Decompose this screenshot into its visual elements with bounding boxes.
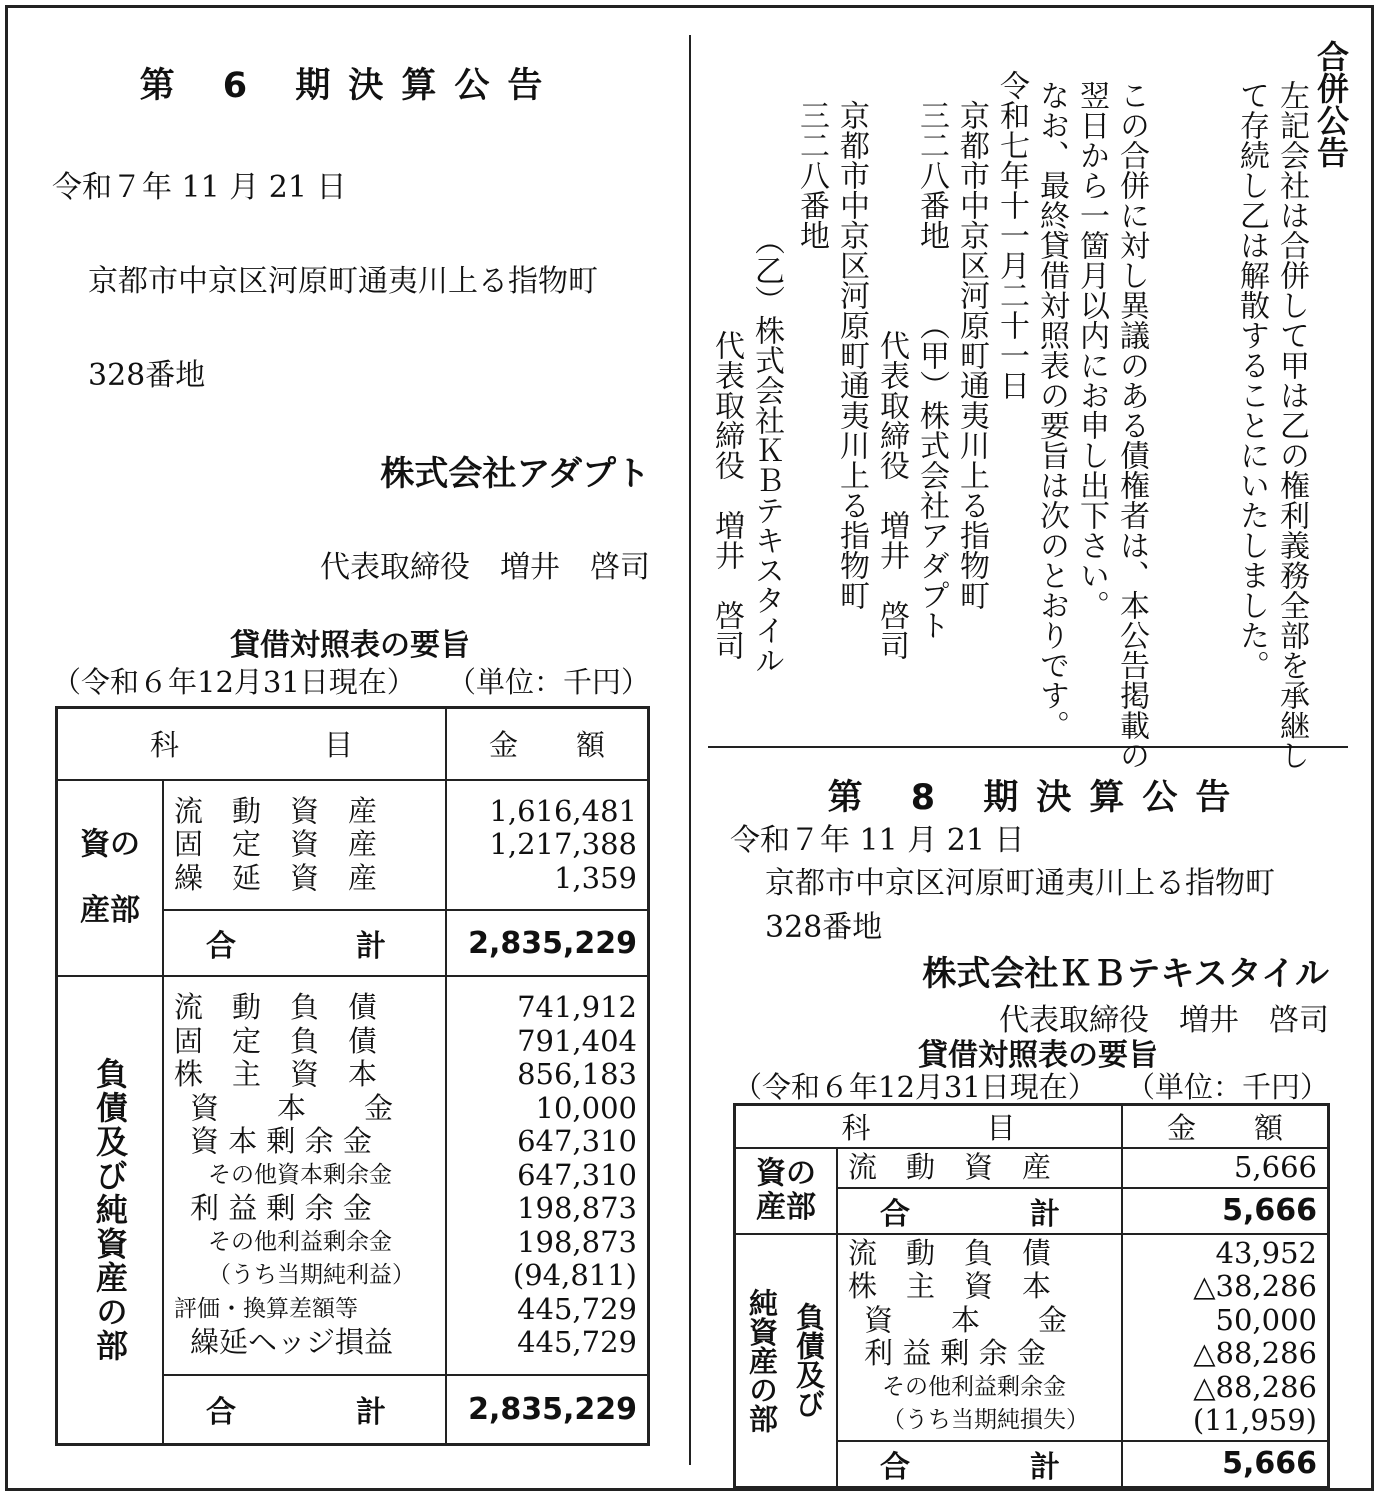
table-row: 固 定 資 産 <box>174 827 378 861</box>
table-row: その他利益剰余金 <box>882 1373 1066 1400</box>
left-address-line1: 京都市中京区河原町通夷川上る指物町 <box>88 264 598 299</box>
left-liab-section <box>57 976 164 1445</box>
table-cell: 856,183 <box>517 1057 637 1091</box>
left-bs-title: 貸借対照表の要旨 <box>230 628 470 663</box>
left-assets-values <box>446 780 649 911</box>
right-assets-section-line1: 資の <box>756 1155 816 1191</box>
right-liab-total: 5,666 <box>1122 1441 1329 1488</box>
table-row: （うち当期純損失） <box>882 1407 1089 1433</box>
table-row: 利 益 剰 余 金 <box>190 1191 372 1225</box>
left-col-item-header: 科 目 <box>57 708 447 780</box>
right-liab-col1: 負債及び <box>792 1302 826 1418</box>
right-assets-total: 5,666 <box>1122 1188 1329 1234</box>
right-liab-col2: 純資産の部 <box>745 1287 779 1433</box>
table-cell: 198,873 <box>517 1191 637 1225</box>
table-cell: 741,912 <box>517 990 637 1024</box>
left-company: 株式会社アダプト <box>380 454 650 494</box>
table-row: （うち当期純利益） <box>208 1262 415 1288</box>
left-bs-unit: （単位：千円） <box>446 665 650 699</box>
merger-b-address2: 三二八番地 <box>794 100 829 250</box>
right-liab-values <box>1122 1234 1329 1441</box>
right-balance-sheet <box>733 1103 1330 1489</box>
merger-a-address2: 三二八番地 <box>914 100 949 250</box>
merger-b-company: （乙）株式会社ＫＢテキスタイル <box>749 225 784 675</box>
table-cell: (94,811) <box>512 1258 637 1292</box>
left-representative: 代表取締役 増井 啓司 <box>320 550 650 585</box>
merger-body2: この合併に対し異議のある債権者は、本公告掲載の翌日から一箇月以内にお申し出下さい。 <box>1074 80 1149 770</box>
table-row: その他利益剰余金 <box>208 1228 392 1255</box>
left-liab-total: 2,835,229 <box>446 1375 649 1445</box>
merger-a-company: （甲）株式会社アダプト <box>914 310 949 640</box>
right-liab-total-label: 合 計 <box>837 1441 1122 1488</box>
left-liab-values <box>446 976 649 1375</box>
right-bs-unit: （単位：千円） <box>1125 1070 1329 1104</box>
table-row: 固 定 負 債 <box>174 1023 378 1058</box>
table-cell: 445,729 <box>517 1291 637 1326</box>
table-row: 流 動 負 債 <box>848 1235 1052 1270</box>
merger-body3: なお、最終貸借対照表の要旨は次のとおりです。 <box>1034 80 1069 740</box>
right-company: 株式会社ＫＢテキスタイル <box>922 954 1329 994</box>
table-cell: 647,310 <box>517 1124 637 1158</box>
merger-date: 令和七年十一月二十一日 <box>994 70 1029 400</box>
right-address-line2: 328番地 <box>765 910 883 945</box>
table-cell: △88,286 <box>1193 1336 1317 1370</box>
left-date: 令和７年 11 月 21 日 <box>52 170 347 205</box>
right-representative: 代表取締役 増井 啓司 <box>999 1003 1329 1038</box>
table-row: 利 益 剰 余 金 <box>864 1336 1046 1370</box>
left-liab-items <box>163 976 446 1375</box>
table-cell: 43,952 <box>1215 1235 1317 1270</box>
right-col-item-header: 科 目 <box>735 1105 1123 1149</box>
left-col-amount-header: 金 額 <box>446 708 649 780</box>
table-cell: 198,873 <box>517 1224 637 1259</box>
right-assets-values <box>1122 1148 1329 1188</box>
left-liab-total-label: 合 計 <box>163 1375 446 1445</box>
table-row: 評価・換算差額等 <box>174 1295 358 1322</box>
table-cell: 10,000 <box>535 1090 637 1125</box>
table-row: 株 主 資 本 <box>848 1269 1052 1303</box>
table-row: 資 本 金 <box>190 1090 394 1125</box>
table-cell: 5,666 <box>1233 1150 1317 1184</box>
merger-b-rep: 代表取締役 増井 啓司 <box>709 330 744 660</box>
left-address-line2: 328番地 <box>88 358 206 393</box>
right-address-line1: 京都市中京区河原町通夷川上る指物町 <box>765 866 1275 901</box>
left-assets-section-line2: 産部 <box>80 892 140 928</box>
table-cell: (11,959) <box>1192 1403 1317 1437</box>
right-bs-title: 貸借対照表の要旨 <box>918 1038 1158 1073</box>
merger-a-address1: 京都市中京区河原町通夷川上る指物町 <box>954 100 989 610</box>
table-row: 資 本 剰 余 金 <box>190 1124 372 1158</box>
merger-body1: 左記会社は合併して甲は乙の権利義務全部を承継して存続し乙は解散することにいたしました。 <box>1234 80 1309 770</box>
right-liab-section <box>735 1234 838 1488</box>
table-row: 株 主 資 本 <box>174 1057 378 1091</box>
right-bs-as-of: （令和６年12月31日現在） <box>733 1070 1097 1104</box>
table-cell: 1,616,481 <box>489 793 637 828</box>
table-row: その他資本剰余金 <box>208 1161 392 1188</box>
left-assets-section-line1: 資の <box>80 826 140 862</box>
table-cell: 50,000 <box>1215 1302 1317 1337</box>
merger-b-address1: 京都市中京区河原町通夷川上る指物町 <box>834 100 869 610</box>
left-assets-total-label: 合 計 <box>163 910 446 976</box>
table-cell: △38,286 <box>1193 1269 1317 1303</box>
left-assets-section <box>57 780 164 977</box>
left-assets-items <box>163 780 446 911</box>
table-row: 資 本 金 <box>864 1302 1068 1337</box>
table-row: 繰延ヘッジ損益 <box>190 1325 394 1359</box>
right-liab-section-label <box>736 1288 836 1433</box>
left-title: 第 6 期決算公告 <box>139 66 561 106</box>
merger-title: 合併公告 <box>1312 40 1350 168</box>
right-liab-items <box>837 1234 1122 1441</box>
merger-a-rep: 代表取締役 増井 啓司 <box>874 330 909 660</box>
right-date: 令和７年 11 月 21 日 <box>730 823 1025 858</box>
center-divider <box>689 35 691 1465</box>
table-cell: 647,310 <box>517 1157 637 1192</box>
right-assets-items <box>837 1148 1122 1188</box>
table-row: 流 動 負 債 <box>174 990 378 1024</box>
table-cell: 791,404 <box>517 1023 637 1058</box>
left-balance-sheet <box>55 706 650 1446</box>
left-assets-total: 2,835,229 <box>446 910 649 976</box>
left-liab-section-label: 負債及び純資産の部 <box>91 1057 129 1363</box>
table-cell: 445,729 <box>517 1325 637 1359</box>
right-assets-section <box>735 1148 838 1234</box>
right-assets-total-label: 合 計 <box>837 1188 1122 1234</box>
table-row: 流 動 資 産 <box>174 793 378 828</box>
table-cell: △88,286 <box>1193 1369 1317 1404</box>
right-title: 第 8 期決算公告 <box>827 778 1249 818</box>
table-row: 繰 延 資 産 <box>174 860 378 895</box>
table-cell: 1,359 <box>553 860 637 895</box>
table-row: 流 動 資 産 <box>848 1150 1052 1184</box>
left-bs-as-of: （令和６年12月31日現在） <box>52 665 416 699</box>
right-assets-section-line2: 産部 <box>756 1189 816 1225</box>
table-cell: 1,217,388 <box>489 827 637 861</box>
right-col-amount-header: 金 額 <box>1122 1105 1329 1149</box>
